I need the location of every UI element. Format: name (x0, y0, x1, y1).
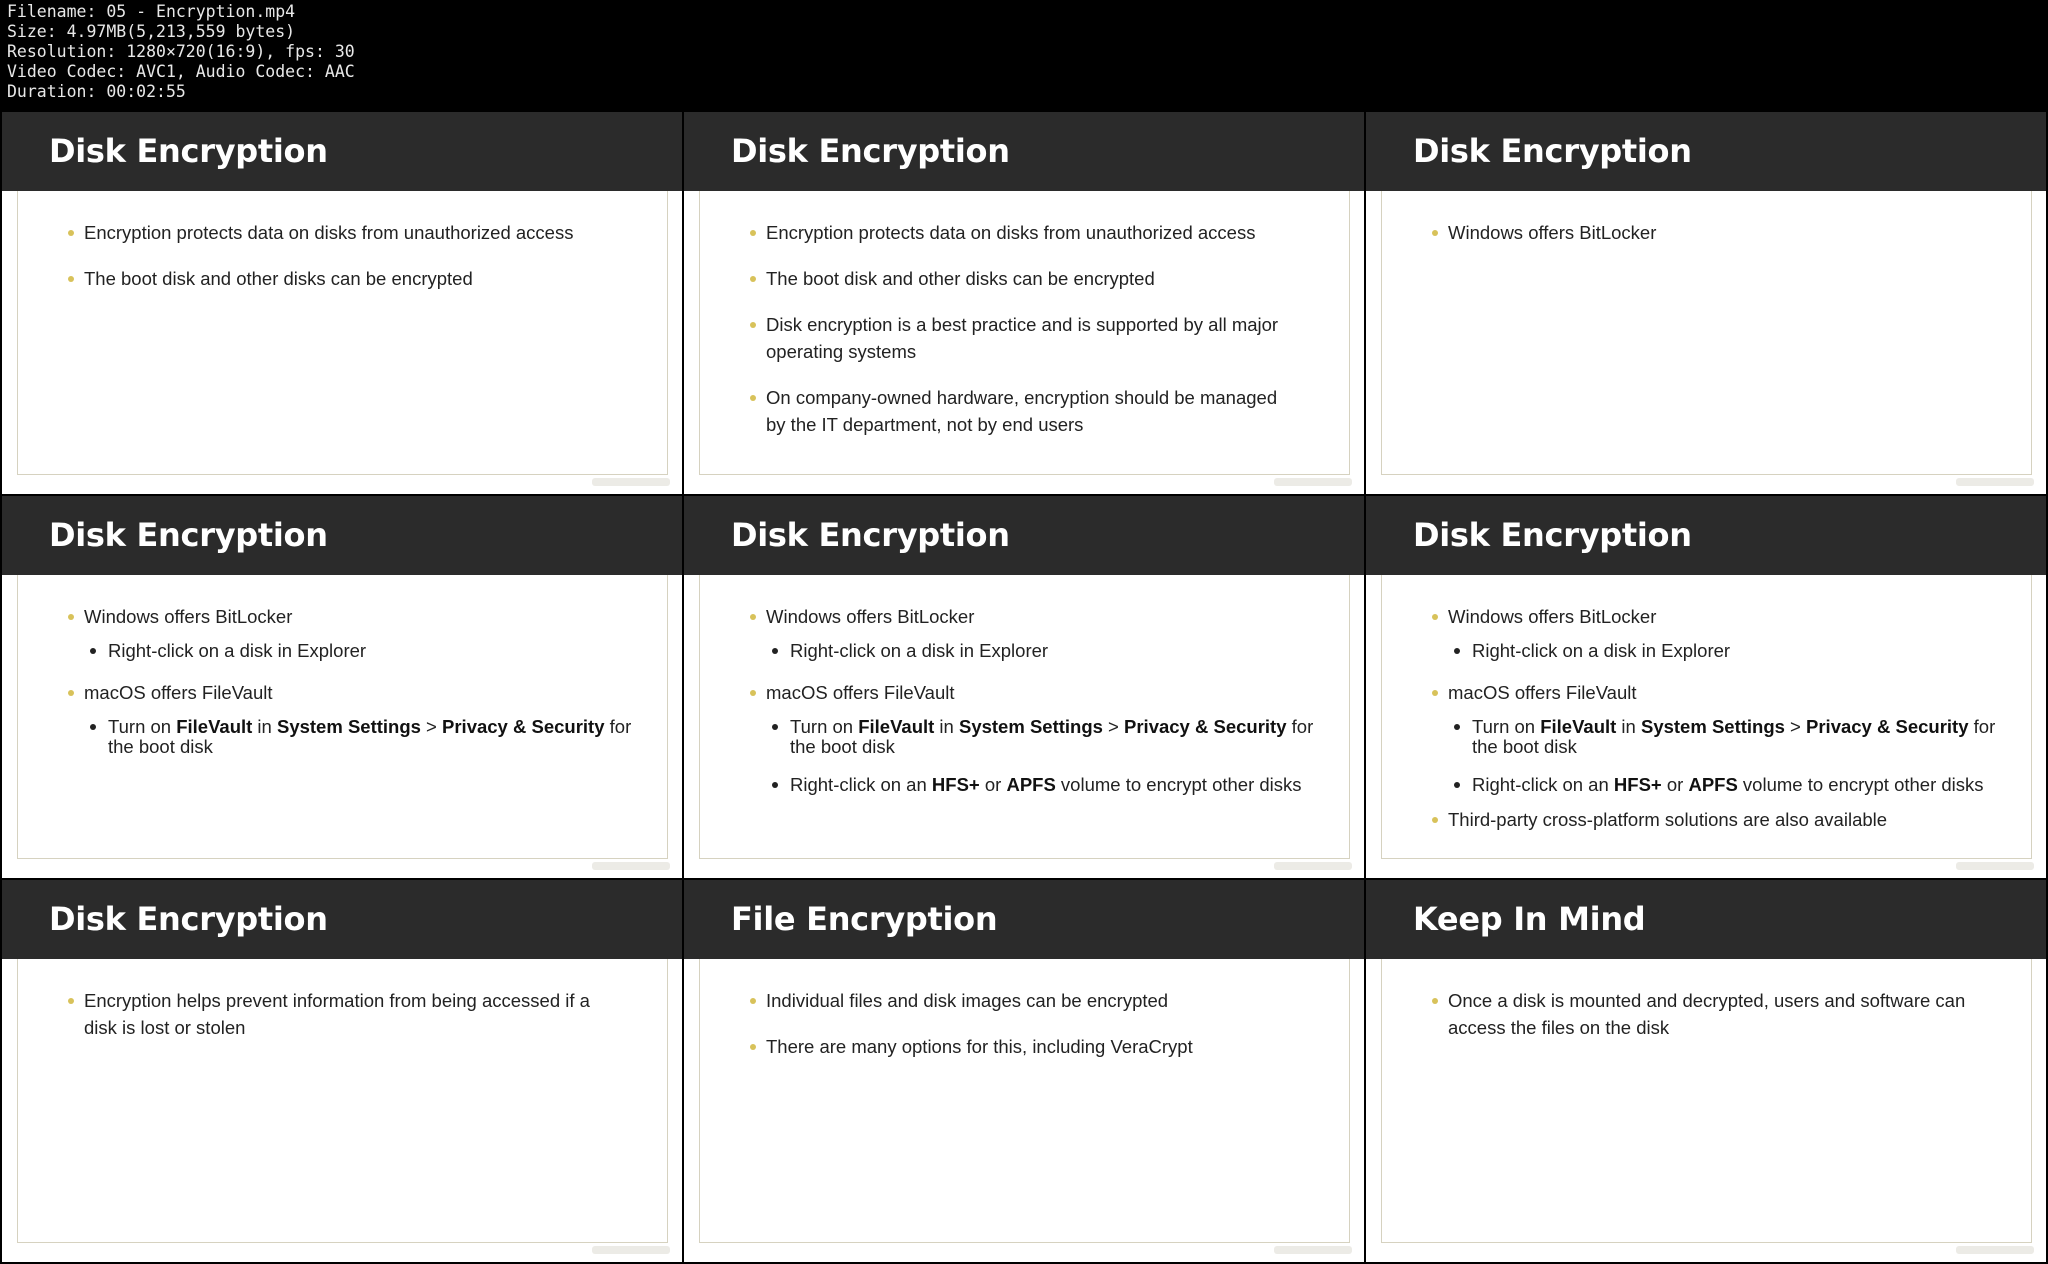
slide-title-bar (1366, 880, 2046, 959)
bullet-list (750, 219, 1290, 457)
bullet-item: Encryption protects data on disks from unauthorized access (750, 219, 1290, 246)
bullet-list (750, 603, 1330, 813)
slide-title: Disk Encryption (49, 516, 328, 554)
bullet-list (1432, 219, 2012, 265)
thumbnail-4[interactable] (2, 496, 682, 878)
bullet-item: Encryption protects data on disks from unauthorized access (68, 219, 648, 246)
bullet-item: The boot disk and other disks can be encrypted (750, 265, 1290, 292)
slide-title-bar (1366, 496, 2046, 575)
bullet-item: There are many options for this, including VeraCrypt (750, 1033, 1330, 1060)
slide-title-bar (2, 496, 682, 575)
sub-bullet-item: Right-click on a disk in Explorer (88, 641, 648, 661)
sub-bullet-item: Turn on FileVault in System Settings > Privacy & Security for the boot disk (1452, 717, 2012, 757)
bullet-item: Windows offers BitLocker (1432, 219, 2012, 246)
filename-text: Filename: 05 - Encryption.mp4 (7, 2, 296, 21)
sub-bullet-item: Turn on FileVault in System Settings > Privacy & Security for the boot disk (770, 717, 1330, 757)
bullet-item: Once a disk is mounted and decrypted, users and software can access the files on the disk (1432, 987, 1992, 1041)
watermark-logo (592, 862, 670, 870)
watermark-logo (592, 1246, 670, 1254)
bullet-list (68, 219, 648, 311)
sub-bullet-item: Turn on FileVault in System Settings > Privacy & Security for the boot disk (88, 717, 648, 757)
watermark-logo (1956, 1246, 2034, 1254)
slide-title-bar (2, 880, 682, 959)
sub-bullet-item: Right-click on an HFS+ or APFS volume to encrypt other disks (770, 775, 1330, 795)
bullet-item: Individual files and disk images can be encrypted (750, 987, 1330, 1014)
bullet-item: macOS offers FileVault (68, 679, 648, 706)
slide-title-bar (684, 496, 1364, 575)
bullet-item: macOS offers FileVault (1432, 679, 2012, 706)
thumbnail-7[interactable] (2, 880, 682, 1262)
bullet-item: Windows offers BitLocker (68, 603, 648, 630)
watermark-logo (1956, 478, 2034, 486)
slide-title: Disk Encryption (731, 516, 1010, 554)
bullet-item: The boot disk and other disks can be encrypted (68, 265, 648, 292)
slide-title: File Encryption (731, 900, 998, 938)
slide-title-bar (2, 112, 682, 191)
bullet-list (1432, 603, 2012, 844)
watermark-logo (1274, 478, 1352, 486)
codec-text: Video Codec: AVC1, Audio Codec: AAC (7, 62, 355, 81)
slide-title: Keep In Mind (1413, 900, 1646, 938)
bullet-list (68, 987, 608, 1060)
bullet-list (68, 603, 648, 775)
thumbnail-6[interactable] (1366, 496, 2046, 878)
bullet-item: Third-party cross-platform solutions are also available (1432, 806, 2012, 833)
thumbnail-5[interactable] (684, 496, 1364, 878)
slide-title-bar (684, 112, 1364, 191)
watermark-logo (592, 478, 670, 486)
duration-text: Duration: 00:02:55 (7, 82, 186, 101)
slide-title-bar (684, 880, 1364, 959)
watermark-logo (1274, 862, 1352, 870)
bullet-list (750, 987, 1330, 1079)
bullet-item: Encryption helps prevent information from being accessed if a disk is lost or stolen (68, 987, 608, 1041)
thumbnail-9[interactable] (1366, 880, 2046, 1262)
slide-title: Disk Encryption (1413, 516, 1692, 554)
size-text: Size: 4.97MB(5,213,559 bytes) (7, 22, 296, 41)
bullet-item: Windows offers BitLocker (1432, 603, 2012, 630)
video-info-header (7, 2, 355, 102)
thumbnail-3[interactable] (1366, 112, 2046, 494)
sub-bullet-item: Right-click on a disk in Explorer (1452, 641, 2012, 661)
watermark-logo (1274, 1246, 1352, 1254)
slide-title-bar (1366, 112, 2046, 191)
watermark-logo (1956, 862, 2034, 870)
sub-bullet-item: Right-click on a disk in Explorer (770, 641, 1330, 661)
resolution-text: Resolution: 1280×720(16:9), fps: 30 (7, 42, 355, 61)
bullet-item: Disk encryption is a best practice and is supported by all major operating systems (750, 311, 1290, 365)
thumbnail-grid (0, 112, 2048, 1264)
slide-title: Disk Encryption (49, 132, 328, 170)
slide-title: Disk Encryption (731, 132, 1010, 170)
thumbnail-8[interactable] (684, 880, 1364, 1262)
bullet-item: On company-owned hardware, encryption should be managed by the IT department, not by end users (750, 384, 1290, 438)
sub-bullet-item: Right-click on an HFS+ or APFS volume to encrypt other disks (1452, 775, 2012, 795)
slide-title: Disk Encryption (1413, 132, 1692, 170)
slide-title: Disk Encryption (49, 900, 328, 938)
thumbnail-1[interactable] (2, 112, 682, 494)
bullet-item: macOS offers FileVault (750, 679, 1330, 706)
bullet-list (1432, 987, 1992, 1060)
bullet-item: Windows offers BitLocker (750, 603, 1330, 630)
thumbnail-2[interactable] (684, 112, 1364, 494)
